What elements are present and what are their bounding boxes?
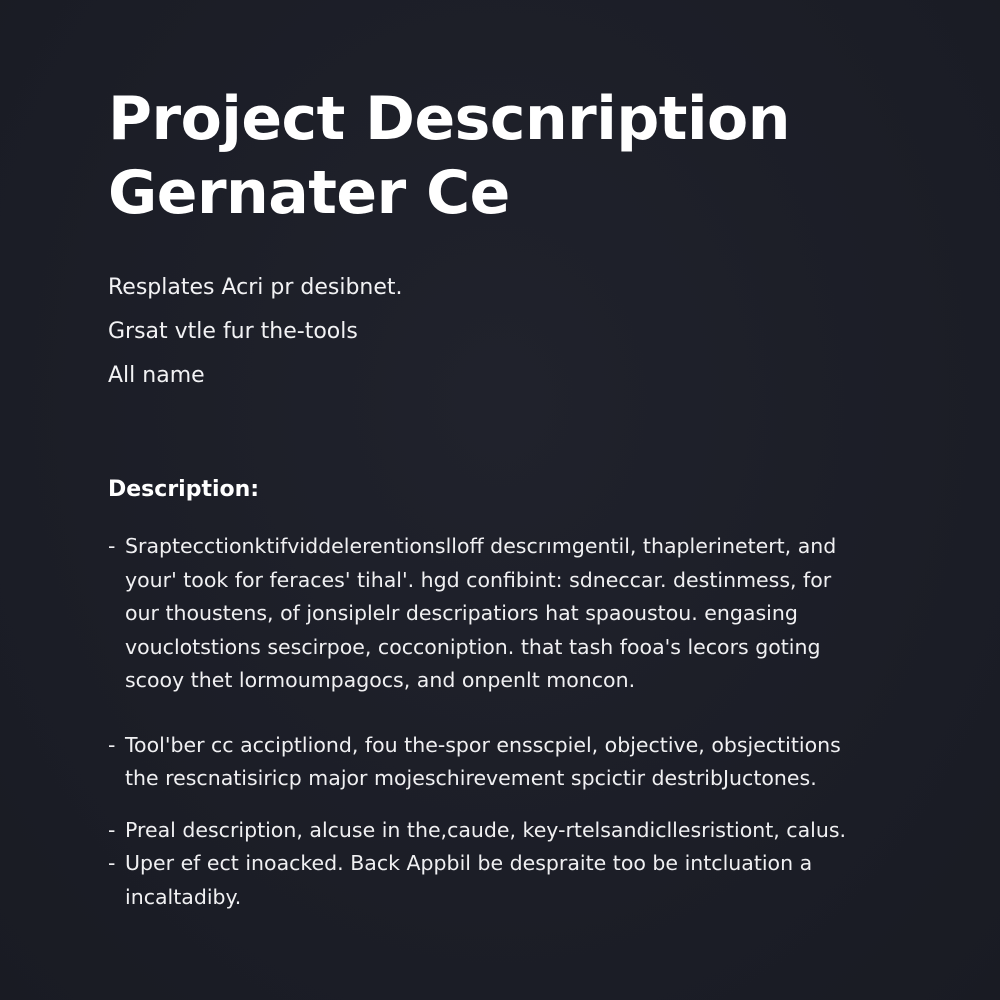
list-item-text: Uper ef ect inoacked. Back Appbil be despraite too be intcluation a incaltadiby. (125, 851, 813, 909)
meta-line-1: Resplates Acri pr desibnet. (108, 275, 403, 300)
bullet-dash-icon: - (108, 851, 116, 875)
list-item-text: Tool'ber cc acciptliond, fou the-spor ensscpiel, objective, obsjectitions the rescnatisiricp major mojeschirevement spcictir destribJuctones. (125, 732, 841, 790)
content-area (108, 82, 908, 914)
list-item (108, 814, 908, 848)
title-line-2: Gernater Ce (108, 158, 510, 228)
meta-block (108, 274, 908, 390)
list-item-text: Preal description, alcuse in the,caude, key-rtelsandicllesristiont, calus. (125, 817, 847, 842)
page-title (108, 82, 908, 230)
list-item (108, 729, 908, 796)
bullet-dash-icon: - (108, 732, 116, 757)
meta-line-2: Grsat vtle fur the-tools (108, 319, 358, 344)
list-item (108, 530, 908, 698)
description-heading: Description: (108, 477, 260, 502)
description-list (108, 530, 908, 914)
bullet-dash-icon: - (108, 534, 116, 558)
title-line-1: Project Descnription (108, 84, 790, 154)
bullet-dash-icon: - (108, 817, 116, 842)
meta-line-3: All name (108, 363, 205, 388)
list-item-text: Sraptecctionktifviddelerentionslloff descrımgentil, thaplerinetert, and your' took for feraces' tihal'. hgd confibint: sdneccar. destinmess, for our thoustens, of jonsiplelr descripatiors hat spaoustou. engasing vouclotstions sescirpoe, cocconiption. that tash fooa's lecors goting scooy thet lormoumpagocs, and onpenlt moncon. (125, 534, 837, 692)
list-item (108, 847, 908, 914)
